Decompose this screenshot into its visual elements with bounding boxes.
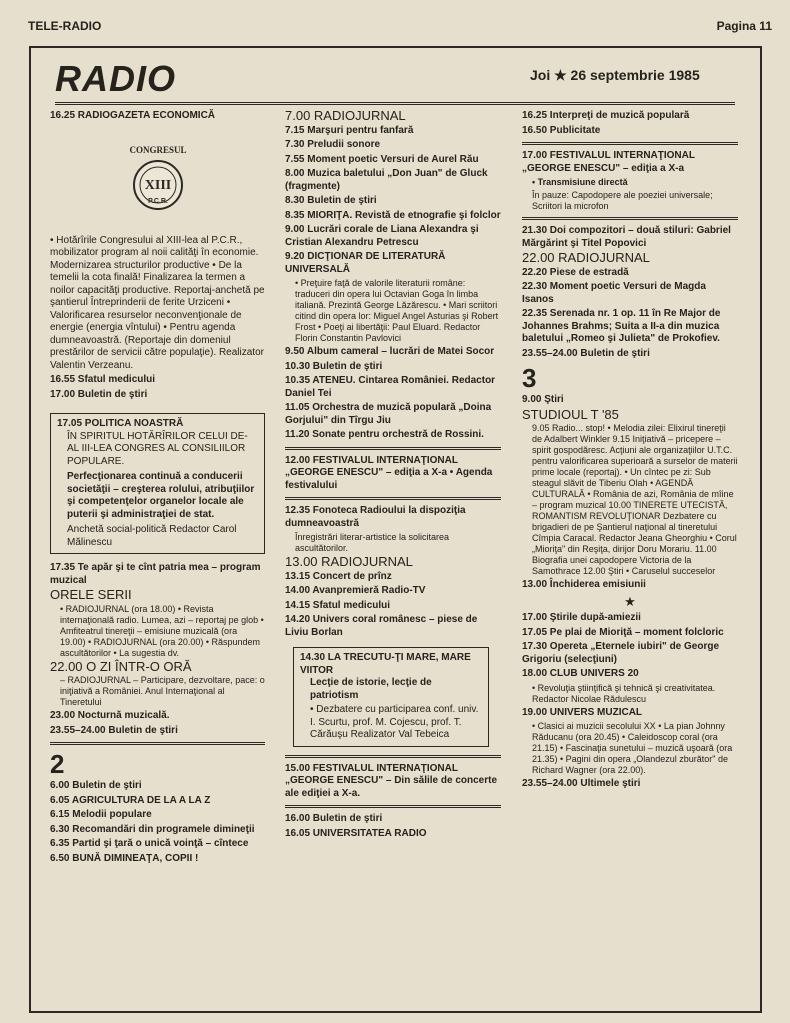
program-item: 17.00 Buletin de ştiri (50, 388, 148, 400)
program-description: • Revoluţia ştiinţifică şi tehnică şi creativitatea. Redactor Nicolae Rădulescu (532, 682, 716, 704)
program-item: 7.30 Preludii sonore (285, 139, 381, 150)
column-3 (522, 110, 738, 793)
program-item: 17.00 FESTIVALUL INTERNAŢIONAL „GEORGE ENESCU" – ediţia a X-a (522, 150, 695, 174)
program-item: 16.25 RADIOGAZETA ECONOMICĂ (50, 110, 216, 121)
program-item: 23.55–24.00 Ultimele ştiri (522, 778, 641, 789)
program-heading: 13.00 RADIOJURNAL (285, 554, 413, 569)
program-item: 6.15 Melodii populare (50, 809, 152, 820)
divider (50, 742, 265, 745)
program-description: • Clasici ai muzicii secolului XX • La pian Johnny Răducanu (ora 20.45) • Caleidoscop coral (ora 21.15) • Fascinaţia sunetului – muzică uşoară (ora 21.35) • Pagini din opera „Olandezul zburător" de Richard Wagner (ora 22.00). (532, 721, 733, 775)
program-item: 6.50 BUNĂ DIMINEAŢA, COPII ! (50, 852, 199, 864)
svg-text:XIII: XIII (144, 177, 171, 193)
program-item: 7.55 Moment poetic Versuri de Aurel Rău (285, 153, 479, 165)
program-item: 7.15 Marşuri pentru fanfară (285, 124, 414, 136)
program-item: 10.30 Buletin de ştiri (285, 360, 383, 372)
program-item: 8.35 MIORIŢA. Revistă de etnografie şi folclor (285, 209, 501, 221)
program-description: În pauze: Capodopere ale poeziei universale; Scriitori la microfon (532, 190, 713, 211)
program-item: 9.00 Ştiri (522, 394, 564, 405)
program-item: 12.00 FESTIVALUL INTERNAŢIONAL „GEORGE ENESCU" – ediţia a X-a • Agenda festivalului (285, 454, 493, 491)
program-item: 19.00 UNIVERS MUZICAL (522, 706, 643, 718)
divider (522, 142, 738, 145)
program-item: 18.00 CLUB UNIVERS 20 (522, 668, 639, 679)
page-header-left: TELE-RADIO (28, 19, 102, 33)
program-item: 9.00 Lucrări corale de Liana Alexandra şi Cristian Alexandru Petrescu (285, 224, 479, 248)
program-item: 13.00 Închiderea emisiunii (522, 579, 646, 590)
program-description: • Preţuire faţă de valorile literaturii române: traduceri din opera lui Octavian Goga în limba italiană. Prezintă George Lăzărescu. • Mari scriitori citind din opera lor: Miguel Angel Asturias şi Robert Frost • Poeţi ai libertăţii: Paul Eluard. Redactor Florin Constantin Pavlovici (295, 278, 499, 343)
program-item: 14.15 Sfatul medicului (285, 599, 391, 611)
program-description: – RADIOJURNAL – Participare, dezvoltare, pace: o iniţiativă a României. Anul Internaţional al Tineretului (60, 675, 265, 707)
program-item: 6.00 Buletin de ştiri (50, 780, 142, 791)
day-number: 2 (50, 749, 65, 779)
program-item: 11.05 Orchestra de muzică populară „Doina Gorjului" din Tîrgu Jiu (285, 402, 492, 426)
program-item: 8.00 Muzica baletului „Don Juan" de Gluck (fragmente) (285, 168, 488, 192)
program-heading: 22.00 RADIOJURNAL (522, 250, 650, 265)
box-subtitle: ÎN SPIRITUL HOTĂRÎRILOR CELUI DE-AL III-LEA CONGRES AL CONSILIILOR POPULARE. (67, 430, 248, 467)
program-item: 22.30 Moment poetic Versuri de Magda Isanos (522, 281, 706, 305)
program-item: 22.20 Piese de estradă (522, 266, 629, 278)
program-item: 23.55–24.00 Buletin de ştiri (522, 347, 650, 359)
program-item: • Transmisiune directă (532, 177, 628, 187)
congress-logo-icon (108, 127, 208, 227)
box-text: Perfecţionarea continuă a conducerii societăţii – creşterea rolului, atribuţiilor şi competenţelor organelor locale ale puterii şi administraţiei de stat. (67, 471, 255, 520)
program-description: • Hotărîrile Congresului al XIII-lea al P.C.R., mobilizator program al noii calităţi în economie. Modernizarea structurilor productive • De la temelii la cota finală! Finalizarea la termen a noilor capacităţi productive. Reportaj-anchetă pe şantierul Întreprinderii de ferite Urziceni • Valorificarea resurselor neconvenţionale de energie (energia vîntului) • Pentru agenda dumneavoastră. (Reportaje din domeniul prestărilor de servicii către populaţie). Realizator Valentin Verzeanu. (50, 234, 265, 371)
program-heading: 7.00 RADIOJURNAL (285, 108, 406, 123)
divider (285, 447, 501, 450)
program-item: 15.00 FESTIVALUL INTERNAŢIONAL „GEORGE ENESCU" – Din sălile de concerte ale ediţiei a X-a. (285, 762, 498, 799)
program-item: 13.15 Concert de prînz (285, 570, 392, 582)
divider (285, 805, 501, 808)
program-item: 6.30 Recomandări din programele dimineţii (50, 823, 255, 835)
program-item: 6.05 AGRICULTURA DE LA A LA Z (50, 794, 211, 806)
program-item: 9.50 Album cameral – lucrări de Matei Socor (285, 346, 495, 357)
divider (285, 497, 501, 500)
program-item: 23.00 Nocturnă muzicală. (50, 710, 170, 721)
program-item: 17.30 Opereta „Eternele iubiri" de George Grigoriu (selecţiuni) (522, 641, 720, 665)
box-title: 14.30 LA TRECUTU-ŢI MARE, MARE VIITOR (300, 652, 471, 676)
star-separator-icon: ★ (624, 593, 636, 609)
program-description: Înregistrări literar-artistice la solicitarea ascultătorilor. (295, 532, 450, 553)
column-2 (285, 110, 501, 842)
program-item: 16.55 Sfatul medicului (50, 374, 156, 385)
program-heading: 22.00 O ZI ÎNTR-O ORĂ (50, 658, 192, 674)
program-item: 17.05 Pe plai de Mioriţă – moment folcloric (522, 626, 724, 638)
program-item: 16.00 Buletin de ştiri (285, 813, 383, 824)
program-item: 16.25 Interpreţi de muzică populară (522, 110, 690, 121)
program-description: • RADIOJURNAL (ora 18.00) • Revista internaţională radio. Lumea, azi – reportaj pe glob • Amfiteatrul tinereţii – emisiune muzicală (ora 19.00) • RADIOJURNAL (ora 20.00) • Răspundem ascultătorilor • La sugestia dv. (60, 603, 264, 658)
featured-box (50, 413, 265, 554)
program-item: 12.35 Fonoteca Radioului la dispoziţia dumneavoastră (285, 505, 466, 529)
divider (522, 217, 738, 220)
divider (285, 755, 501, 758)
program-item: 14.00 Avanpremieră Radio-TV (285, 585, 426, 596)
box-subtitle: Lecţie de istorie, lecţie de patriotism (310, 677, 432, 701)
top-rule (55, 102, 735, 105)
program-item: 9.20 DICŢIONAR DE LITERATURĂ UNIVERSALĂ (285, 251, 446, 275)
program-item: 6.35 Partid şi ţară o unică voinţă – cîntece (50, 838, 249, 849)
featured-box (293, 647, 489, 747)
program-item: 11.20 Sonate pentru orchestră de Rossini. (285, 429, 484, 440)
day-number: 3 (522, 363, 537, 393)
program-item: 22.35 Serenada nr. 1 op. 11 în Re Major de Johannes Brahms; Suita a II-a din muzica baletului „Romeo şi Julieta" de Prokofiev. (522, 308, 721, 344)
column-1 (50, 110, 265, 867)
program-item: 14.20 Univers coral românesc – piese de Liviu Borlan (285, 614, 478, 638)
box-text: • Dezbatere cu participarea conf. univ. I. Scurtu, prof. M. Cojescu, prof. T. Cărăuşu Realizator Val Tebeica (310, 704, 479, 740)
program-item: 16.05 UNIVERSITATEA RADIO (285, 827, 427, 839)
box-title: 17.05 POLITICA NOASTRĂ (57, 418, 184, 429)
box-footer: Anchetă social-politică Redactor Carol Mălinescu (67, 524, 237, 548)
page-number: Pagina 11 (716, 19, 772, 33)
program-item: 8.30 Buletin de ştiri (285, 195, 377, 206)
program-heading: ORELE SERII (50, 587, 132, 602)
program-item: 23.55–24.00 Buletin de ştiri (50, 724, 178, 736)
program-heading: STUDIOUL T '85 (522, 406, 619, 422)
program-date: Joi ★ 26 septembrie 1985 (530, 67, 700, 83)
svg-text:CONGRESUL: CONGRESUL (128, 144, 187, 155)
program-description: 9.05 Radio... stop! • Melodia zilei: Elixirul tinereţii de Adalbert Winkler 9.15 Iniţiativă – pricepere – spirit gospodăresc. Acţiuni ale organizaţiilor U.T.C. pentru valorificarea superioară a surselor de materii prime locale (reportaj). • Un cîntec pe zi: Sub steagul slăvit de Tiberiu Olah • AGENDĂ CULTURALĂ • România de azi, România de mîine – program muzical 10.00 TINERETE UTECISTĂ, ROMANTISM REVOLUŢIONAR Dezbatere cu brigadieri de pe Şantierul naţional al tineretului Cîmpia Caracal. Redactor Jeana Gheorghiu • Corul „Mioriţa" din Reşiţa, dirijor Doru Morariu. 11.00 Biografia unei capodopere Victoria de la Samothrace 12.00 Ştiri • Caruselul succeselor (532, 423, 738, 576)
section-title: RADIO (55, 58, 176, 99)
program-item: 21.30 Doi compozitori – două stiluri: Gabriel Mărgărint şi Titel Popovici (522, 225, 731, 249)
program-item: 16.50 Publicitate (522, 124, 601, 136)
program-item: 17.00 Ştirile după-amiezii (522, 612, 641, 623)
program-item: 10.35 ATENEU. Cintarea României. Redactor Daniel Tei (285, 375, 496, 399)
program-item: 17.35 Te apăr şi te cînt patria mea – program muzical (50, 562, 261, 586)
svg-text:P.C.R.: P.C.R. (147, 197, 168, 205)
